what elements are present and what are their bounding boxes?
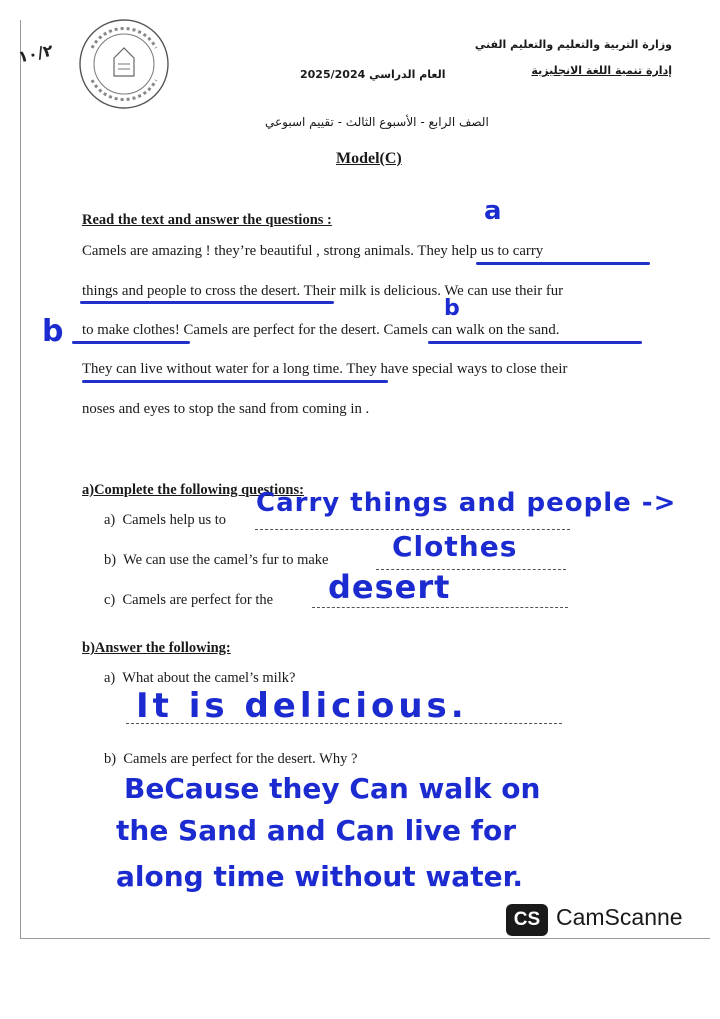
answer-a-b: Clothes (392, 530, 518, 563)
question-label: a) (104, 670, 116, 686)
question-a-c (104, 592, 273, 609)
reading-heading: Read the text and answer the questions : (82, 212, 332, 228)
underline-b-1 (72, 341, 190, 344)
answer-b-b-line-2: the Sand and Can live for (116, 814, 516, 847)
question-a-b (104, 552, 328, 569)
department-name: إدارة تنمية اللغة الانجليزية (531, 64, 672, 77)
answer-line (312, 606, 568, 608)
question-b-b (104, 751, 357, 768)
camscanner-logo-icon: CS (506, 904, 548, 936)
camscanner-watermark: CamScanne (556, 904, 683, 930)
reading-line-5: noses and eyes to stop the sand from coming in . (82, 401, 370, 417)
score-mark: ١٠/٢ (16, 40, 55, 67)
question-a-a (104, 512, 226, 529)
underline-b-2 (428, 341, 642, 344)
page-border-left (20, 20, 21, 938)
reading-line-4: They can live without water for a long time. They have special ways to close their (82, 361, 568, 377)
answer-a-c: desert (328, 568, 451, 606)
question-text: Camels are perfect for the (122, 592, 274, 608)
margin-mark-a: a (484, 196, 503, 226)
question-label: b) (104, 552, 117, 568)
answer-a-a: Carry things and people -> (256, 488, 677, 518)
answer-b-b-line-3: along time without water. (116, 860, 524, 893)
ministry-name: وزارة التربية والتعليم والتعليم الفني (474, 38, 672, 51)
underline-b-3 (82, 380, 388, 383)
model-title: Model(C) (336, 150, 402, 167)
ministry-seal-icon (78, 18, 170, 110)
section-b-heading: b)Answer the following: (82, 640, 231, 656)
question-text: Camels are perfect for the desert. Why ? (123, 751, 358, 767)
assessment-title: الصف الرابع - الأسبوع الثالث - تقييم اسبوعي (265, 115, 489, 129)
answer-b-a: It is delicious. (136, 686, 468, 726)
question-text: What about the camel’s milk? (122, 670, 296, 686)
underline-a-1 (476, 262, 650, 265)
margin-mark-b-left: b (42, 314, 65, 349)
underline-a-2 (80, 301, 334, 304)
academic-year: العام الدراسي 2025/2024 (300, 68, 446, 81)
question-text: We can use the camel’s fur to make (123, 552, 329, 568)
question-text: Camels help us to (122, 512, 227, 528)
reading-line-2: things and people to cross the desert. Their milk is delicious. We can use their fur (82, 283, 564, 299)
reading-line-3: to make clothes! Camels are perfect for the desert. Camels can walk on the sand. (82, 322, 560, 338)
section-a-heading: a)Complete the following questions: (82, 482, 304, 498)
answer-b-b-line-1: BeCause they Can walk on (124, 772, 541, 805)
question-label: b) (104, 751, 117, 767)
question-label: a) (104, 512, 116, 528)
reading-line-1: Camels are amazing ! they’re beautiful , strong animals. They help us to carry (82, 243, 544, 259)
question-b-a (104, 670, 295, 687)
question-label: c) (104, 592, 116, 608)
margin-mark-b-top: b (444, 296, 461, 321)
page-border-bottom (20, 938, 710, 939)
